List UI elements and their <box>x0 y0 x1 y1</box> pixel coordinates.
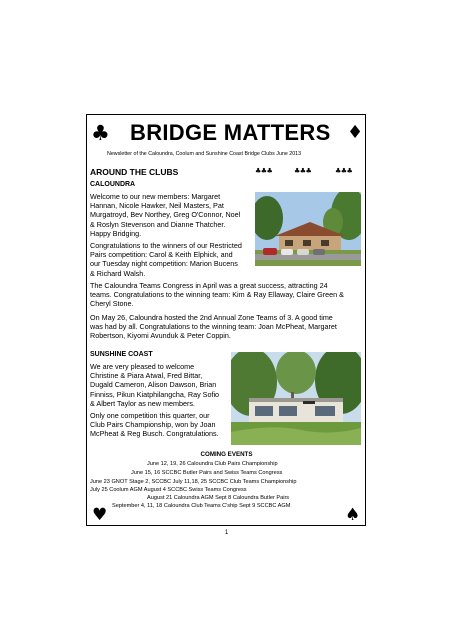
text-line: On May 26, Caloundra hosted the 2nd Annual Zone Teams of 3. A good time <box>90 313 333 322</box>
text-line: teams. Congratulations to the winning team: Kim & Ray Ellaway, Claire Green & <box>90 290 344 300</box>
text-line: Pairs competition: Carol & Keith Elphick, and <box>90 250 233 260</box>
text-line: Congratulations to the winners of our Restricted <box>90 241 242 250</box>
sunshine-coast-clubhouse-photo <box>231 352 361 445</box>
diamond-suit-icon: ♦ <box>347 122 364 143</box>
text-line: & Roslyn Stevenson and Dianne Thatcher. <box>90 219 226 229</box>
text-line: & Albert Taylor as new members. <box>90 398 195 408</box>
caloundra-clubhouse-photo <box>255 192 361 266</box>
club-suit-icon: ♣ <box>91 121 110 145</box>
text-line: Murgatroyd, Bev Northey, Greg O'Connor, Noel <box>90 210 241 220</box>
text-line: Happy Bridging. <box>90 228 142 238</box>
event-line: June 15, 16 SCCBC Butler Pairs and Swiss Teams Congress <box>131 470 283 476</box>
event-line: August 21 Caloundra AGM Sept 8 Caloundra Butler Pairs <box>147 495 290 501</box>
event-line: September 4, 11, 18 Caloundra Club Teams C'ship Sept 9 SCCBC AGM <box>112 503 291 509</box>
newsletter-subtitle: Newsletter of the Caloundra, Coolum and Sunshine Coast Bridge Clubs June 2013 <box>107 151 302 157</box>
caloundra-heading: CALOUNDRA <box>90 181 136 188</box>
text-line: Cheryl Stone. <box>90 299 134 309</box>
caloundra-winners-paragraph <box>90 241 242 278</box>
spade-suit-icon: ♠ <box>345 505 361 525</box>
sunshine-welcome-paragraph <box>90 362 219 408</box>
page-number: 1 <box>224 530 229 536</box>
coming-events-heading: COMING EVENTS <box>200 451 253 458</box>
event-line: June 23 GNOT Stage 2, SCCBC July 11,18, 25 SCCBC Club Teams Championship <box>90 479 297 485</box>
text-line: Only one competition this quarter, our <box>90 411 210 420</box>
caloundra-welcome-paragraph <box>90 192 240 238</box>
text-line: our Tuesday night competition: Marion Bucens <box>90 259 238 269</box>
club-suits-divider: ♣♣♣ <box>335 167 353 175</box>
text-line: Christine & Piara Atwal, Fred Bittar, <box>90 371 203 381</box>
caloundra-congress-paragraph <box>90 281 344 309</box>
text-line: We are very pleased to welcome <box>90 362 195 371</box>
text-line: Hannan, Nicole Hawker, Neil Masters, Pat <box>90 201 224 211</box>
event-line: July 25 Coolum AGM August 4 SCCBC Swiss Teams Congress <box>90 487 247 493</box>
text-line: The Caloundra Teams Congress in April was a great success, attracting 24 <box>90 281 328 290</box>
text-line: Welcome to our new members: Margaret <box>90 192 221 201</box>
text-line: Dugald Cameron, Alison Dawson, Brian <box>90 380 217 390</box>
club-suits-divider: ♣♣♣ <box>255 167 273 175</box>
newsletter-title: BRIDGE MATTERS <box>130 120 331 145</box>
club-suits-divider: ♣♣♣ <box>294 167 312 175</box>
sunshine-coast-heading: SUNSHINE COAST <box>90 351 153 358</box>
around-the-clubs-heading: AROUND THE CLUBS <box>90 167 179 177</box>
text-line: Finniss, Pikun Kiatphilangcha, Ray Sofio <box>90 389 220 399</box>
text-line: was had by all. Congratulations to the winning team: Joan McPheat, Margaret <box>90 322 337 332</box>
text-line: & Richard Walsh. <box>90 268 146 278</box>
text-line: Robertson, Kiyomi Avunduk & Peter Coppin. <box>90 331 231 341</box>
text-line: Club Pairs Championship, won by Joan <box>90 420 216 430</box>
event-line: June 12, 19, 26 Caloundra Club Pairs Championship <box>147 461 278 467</box>
heart-suit-icon: ♥ <box>92 505 108 525</box>
text-line: McPheat & Reg Busch. Congratulations. <box>90 429 219 439</box>
caloundra-zone-teams-paragraph <box>90 313 337 341</box>
sunshine-competition-paragraph <box>90 411 219 439</box>
